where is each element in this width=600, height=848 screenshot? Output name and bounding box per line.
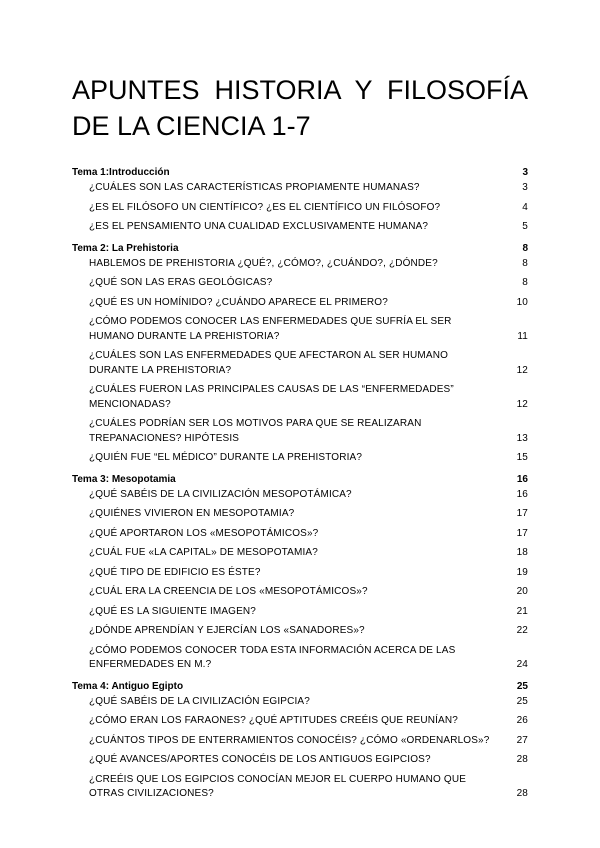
entry-page-number: 28 <box>516 788 528 799</box>
entry-page-number: 17 <box>516 527 528 539</box>
toc-entry[interactable] <box>72 695 528 710</box>
entry-title: ¿CUÁLES FUERON LAS PRINCIPALES CAUSAS DE LAS “ENFERMEDADES” MENCIONADAS? <box>89 384 454 410</box>
entry-title: ¿CUÁLES SON LAS CARACTERÍSTICAS PROPIAMENTE HUMANAS? <box>89 182 420 193</box>
toc-section <box>72 679 528 802</box>
toc-section <box>72 165 528 235</box>
entry-title: ¿CUÁLES PODRÍAN SER LOS MOTIVOS PARA QUE SE REALIZARAN TREPANACIONES? HIPÓTESIS <box>89 418 422 444</box>
entry-page-number: 11 <box>517 330 528 342</box>
section-page-number: 25 <box>516 680 528 692</box>
entry-title: ¿QUÉ SABÉIS DE LA CIVILIZACIÓN MESOPOTÁMICA? <box>89 488 352 500</box>
toc-entry[interactable] <box>72 488 528 503</box>
toc-entry[interactable] <box>72 714 528 729</box>
toc-entry[interactable] <box>72 349 528 378</box>
entry-title: ¿DÓNDE APRENDÍAN Y EJERCÍAN LOS «SANADORES»? <box>89 625 365 636</box>
entry-page-number: 16 <box>516 488 528 500</box>
entry-page-number: 8 <box>522 277 528 288</box>
toc-section-heading[interactable] <box>72 241 528 257</box>
entry-title: ¿ES EL FILÓSOFO UN CIENTÍFICO? ¿ES EL CIENTÍFICO UN FILÓSOFO? <box>89 201 441 213</box>
entry-title: ¿CÓMO PODEMOS CONOCER LAS ENFERMEDADES QUE SUFRÍA EL SER HUMANO DURANTE LA PREHISTORIA? <box>89 316 452 342</box>
entry-title: ¿QUÉ SABÉIS DE LA CIVILIZACIÓN EGIPCIA? <box>89 695 310 707</box>
entry-title: ¿CUÁL ERA LA CREENCIA DE LOS «MESOPOTÁMICOS»? <box>89 586 368 597</box>
toc-entry[interactable] <box>72 417 528 446</box>
entry-title: ¿QUÉ ES UN HOMÍNIDO? ¿CUÁNDO APARECE EL PRIMERO? <box>89 296 388 308</box>
toc-section-heading[interactable] <box>72 679 528 695</box>
entry-title: ¿CÓMO PODEMOS CONOCER TODA ESTA INFORMACIÓN ACERCA DE LAS ENFERMEDADES EN M.? <box>89 644 456 670</box>
document-title: APUNTES HISTORIA Y FILOSOFÍA DE LA CIENCIA 1-7 <box>72 75 528 141</box>
entry-title: ¿QUIÉN FUE “EL MÉDICO” DURANTE LA PREHISTORIA? <box>89 452 363 463</box>
toc-entry[interactable] <box>72 181 528 196</box>
entry-page-number: 15 <box>516 452 528 463</box>
entry-page-number: 3 <box>522 182 528 193</box>
section-title: Tema 1:Introducción <box>72 167 170 178</box>
entry-title: ¿ES EL PENSAMIENTO UNA CUALIDAD EXCLUSIVAMENTE HUMANA? <box>89 221 429 232</box>
section-page-number: 16 <box>516 473 528 485</box>
entry-title: ¿QUÉ AVANCES/APORTES CONOCÉIS DE LOS ANTIGUOS EGIPCIOS? <box>89 754 431 765</box>
section-title: Tema 3: Mesopotamia <box>72 473 176 485</box>
entry-title: ¿CUÁLES SON LAS ENFERMEDADES QUE AFECTARON AL SER HUMANO DURANTE LA PREHISTORIA? <box>89 350 449 376</box>
toc-entry[interactable] <box>72 753 528 768</box>
toc-section-heading[interactable] <box>72 165 528 181</box>
entry-page-number: 8 <box>522 257 528 269</box>
entry-title: ¿QUÉ ES LA SIGUIENTE IMAGEN? <box>89 605 257 617</box>
entry-page-number: 27 <box>516 734 528 746</box>
entry-title: ¿CUÁNTOS TIPOS DE ENTERRAMIENTOS CONOCÉIS? ¿CÓMO «ORDENARLOS»? <box>89 734 490 746</box>
entry-page-number: 19 <box>516 566 528 578</box>
table-of-contents <box>72 165 528 808</box>
toc-entry[interactable] <box>72 566 528 581</box>
entry-title: ¿CREÉIS QUE LOS EGIPCIOS CONOCÍAN MEJOR EL CUERPO HUMANO QUE OTRAS CIVILIZACIONES? <box>89 773 467 799</box>
toc-entry[interactable] <box>72 527 528 542</box>
entry-title: ¿QUÉ SON LAS ERAS GEOLÓGICAS? <box>89 277 273 288</box>
entry-page-number: 18 <box>516 547 528 558</box>
toc-entry[interactable] <box>72 605 528 620</box>
section-title: Tema 4: Antiguo Egipto <box>72 680 184 692</box>
entry-page-number: 5 <box>522 221 528 232</box>
toc-entry[interactable] <box>72 624 528 639</box>
entry-page-number: 17 <box>516 508 528 519</box>
entry-page-number: 10 <box>516 296 528 308</box>
toc-entry[interactable] <box>72 734 528 749</box>
toc-entry[interactable] <box>72 507 528 522</box>
entry-title: ¿QUÉ TIPO DE EDIFICIO ES ÉSTE? <box>89 566 261 578</box>
toc-entry[interactable] <box>72 585 528 600</box>
entry-page-number: 26 <box>516 715 528 726</box>
toc-entry[interactable] <box>72 644 528 673</box>
entry-page-number: 12 <box>516 398 528 410</box>
toc-section-heading[interactable] <box>72 472 528 488</box>
section-page-number: 3 <box>522 167 528 178</box>
toc-section <box>72 241 528 466</box>
entry-page-number: 13 <box>516 432 528 444</box>
toc-entry[interactable] <box>72 315 528 344</box>
entry-page-number: 20 <box>516 586 528 597</box>
entry-title: ¿CUÁL FUE «LA CAPITAL» DE MESOPOTAMIA? <box>89 547 318 558</box>
toc-section <box>72 472 528 673</box>
toc-entry[interactable] <box>72 546 528 561</box>
toc-entry[interactable] <box>72 451 528 466</box>
entry-title: ¿CÓMO ERAN LOS FARAONES? ¿QUÉ APTITUDES CREÉIS QUE REUNÍAN? <box>89 715 458 726</box>
section-page-number: 8 <box>522 242 528 254</box>
entry-title: ¿QUÉ APORTARON LOS «MESOPOTÁMICOS»? <box>89 527 319 539</box>
entry-page-number: 24 <box>516 659 528 670</box>
toc-entry[interactable] <box>72 383 528 412</box>
entry-page-number: 4 <box>522 201 528 213</box>
entry-page-number: 28 <box>516 754 528 765</box>
toc-entry[interactable] <box>72 276 528 291</box>
entry-title: HABLEMOS DE PREHISTORIA ¿QUÉ?, ¿CÓMO?, ¿CUÁNDO?, ¿DÓNDE? <box>89 257 438 269</box>
entry-title: ¿QUIÉNES VIVIERON EN MESOPOTAMIA? <box>89 508 295 519</box>
entry-page-number: 25 <box>516 695 528 707</box>
toc-entry[interactable] <box>72 773 528 802</box>
entry-page-number: 22 <box>516 625 528 636</box>
section-title: Tema 2: La Prehistoria <box>72 242 179 254</box>
toc-entry[interactable] <box>72 201 528 216</box>
entry-page-number: 12 <box>516 364 528 376</box>
entry-page-number: 21 <box>516 605 528 617</box>
toc-entry[interactable] <box>72 220 528 235</box>
toc-entry[interactable] <box>72 296 528 311</box>
toc-entry[interactable] <box>72 257 528 272</box>
